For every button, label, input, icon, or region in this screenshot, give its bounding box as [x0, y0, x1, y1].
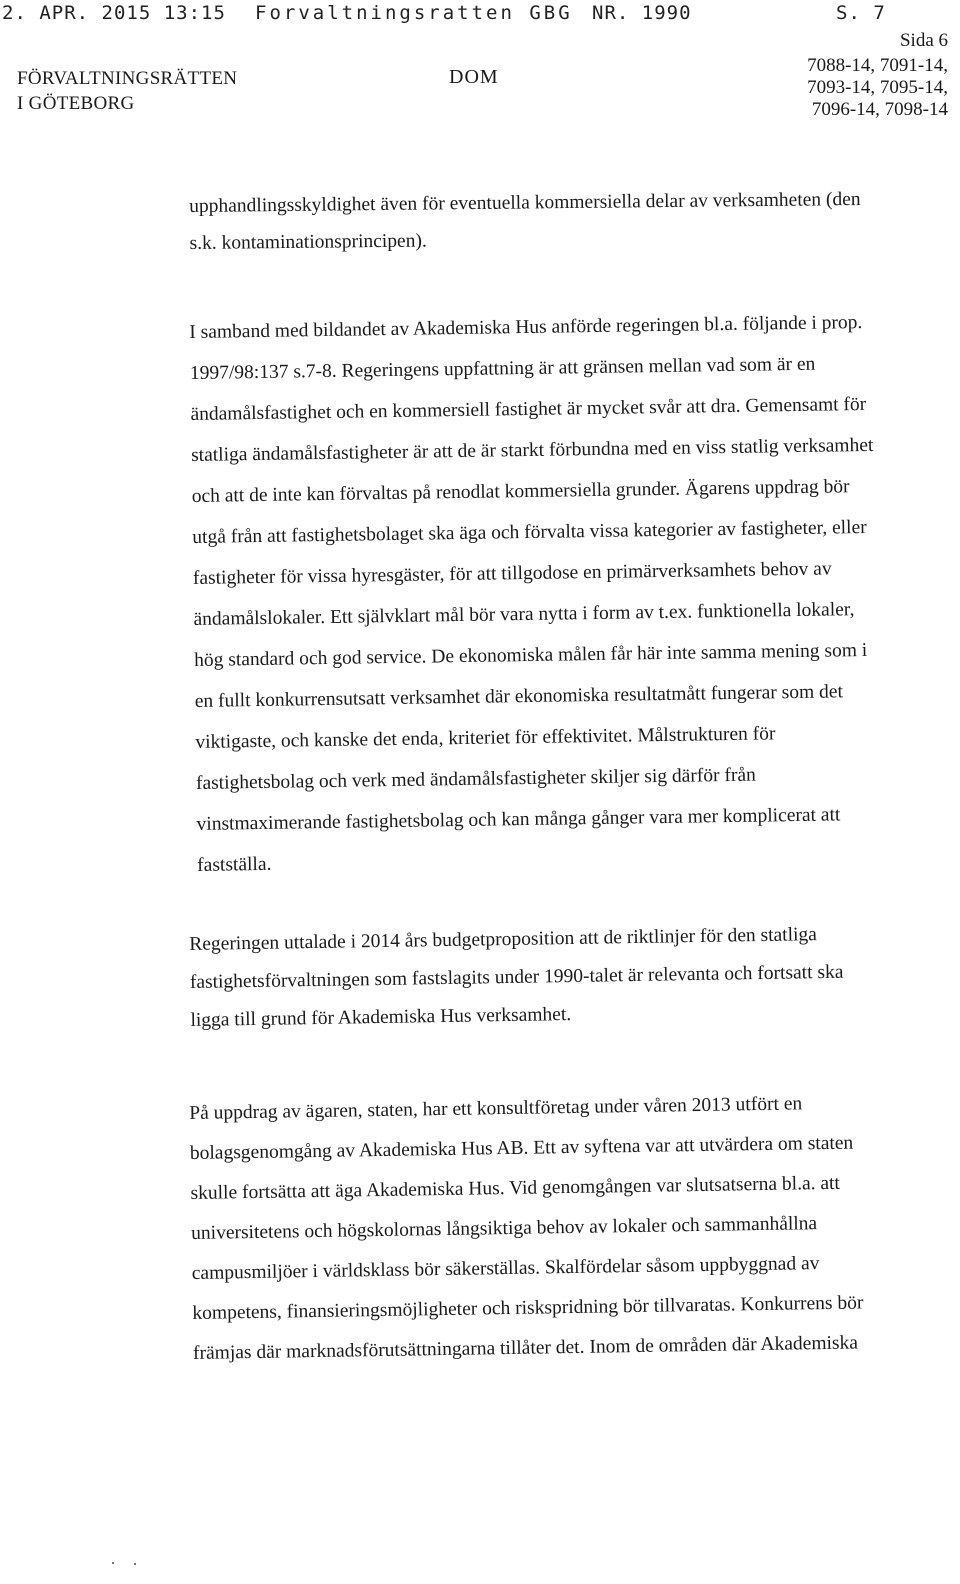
case-numbers	[807, 55, 948, 121]
fax-date: 2. APR. 2015 13:15	[2, 2, 226, 24]
paragraph-government-prop	[189, 302, 887, 886]
fax-sender: Forvaltningsratten GBG	[255, 2, 573, 24]
fax-page: S. 7	[836, 2, 886, 24]
court-name-line1: FÖRVALTNINGSRÄTTEN	[17, 68, 238, 89]
paragraph-text: På uppdrag av ägaren, staten, har ett konsultföretag under våren 2013 utfört en bolagsgenomgång av Akademiska Hus AB. Ett av syftena var att utvärdera om staten skulle fortsätta att äga Akademiska Hus. Vid genomgången var slutsatserna bl.a. att universitetens och högskolornas långsiktiga behov av lokaler och sammanhållna campusmiljöer i världsklass bör säkerställas. Skalfördelar såsom uppbyggnad av kompetens, finansieringsmöjligheter och riskspridning bör tillvaratas. Konkurrens bör främjas där marknadsförutsättningarna tillåter det. Inom de områden där Akademiska	[189, 1093, 864, 1364]
fax-transmission-header	[0, 0, 960, 28]
paragraph-text: Regeringen uttalade i 2014 års budgetproposition att de riktlinjer för den statliga fastighetsförvaltningen som fastslagits under 1990-talet är relevanta och fortsatt ska ligga till grund för Akademiska Hus verksamhet.	[189, 924, 844, 1031]
paragraph-budget-bill	[189, 915, 881, 1040]
paragraph-contamination-principle	[189, 181, 880, 262]
paragraph-text: I samband med bildandet av Akademiska Hus anförde regeringen bl.a. följande i prop. 1997/98:137 s.7-8. Regeringens uppfattning är att gränsen mellan vad som är en ändamålsfastighet och en kommersiell fastighet är mycket svår att dra. Gemensamt för statliga ändamålsfastigheter är att de är starkt förbundna med en viss statlig verksamhet och att de inte kan förvaltas på renodlat kommersiella grunder. Ägarens uppdrag bör utgå från att fastighetsbolaget ska äga och förvalta vissa kategorier av fastigheter, eller fastigheter för vissa hyresgäster, för att tillgodose en primärverksamhets behov av ändamålslokaler. Ett självklart mål bör vara nytta i form av t.ex. funktionella lokaler, hög standard och god service. De ekonomiska målen får här inte samma mening som i en fullt konkurrensutsatt verksamhet där ekonomiska resultatmått fungerar som det viktigaste, och kanske det enda, kriteriet för effektivitet. Målstrukturen för fastighetsbolag och verk med ändamålsfastigheter skiljer sig därför från vinstmaximerande fastighetsbolag och kan många gånger vara mer komplicerat att fastställa.	[189, 312, 874, 876]
document-type: DOM	[449, 66, 499, 88]
paragraph-company-review	[189, 1083, 883, 1374]
paragraph-text: upphandlingsskyldighet även för eventuella kommersiella delar av verksamheten (den s.k. kontaminationsprincipen).	[189, 188, 861, 254]
fax-number: NR. 1990	[592, 2, 692, 24]
case-numbers-line: 7096-14, 7098-14	[811, 99, 948, 120]
court-name	[17, 66, 237, 116]
case-numbers-line: 7088-14, 7091-14,	[807, 55, 948, 76]
court-name-line2: I GÖTEBORG	[17, 93, 135, 114]
case-numbers-line: 7093-14, 7095-14,	[807, 77, 948, 98]
scan-artifact	[112, 1562, 114, 1564]
page-number: Sida 6	[899, 30, 948, 51]
